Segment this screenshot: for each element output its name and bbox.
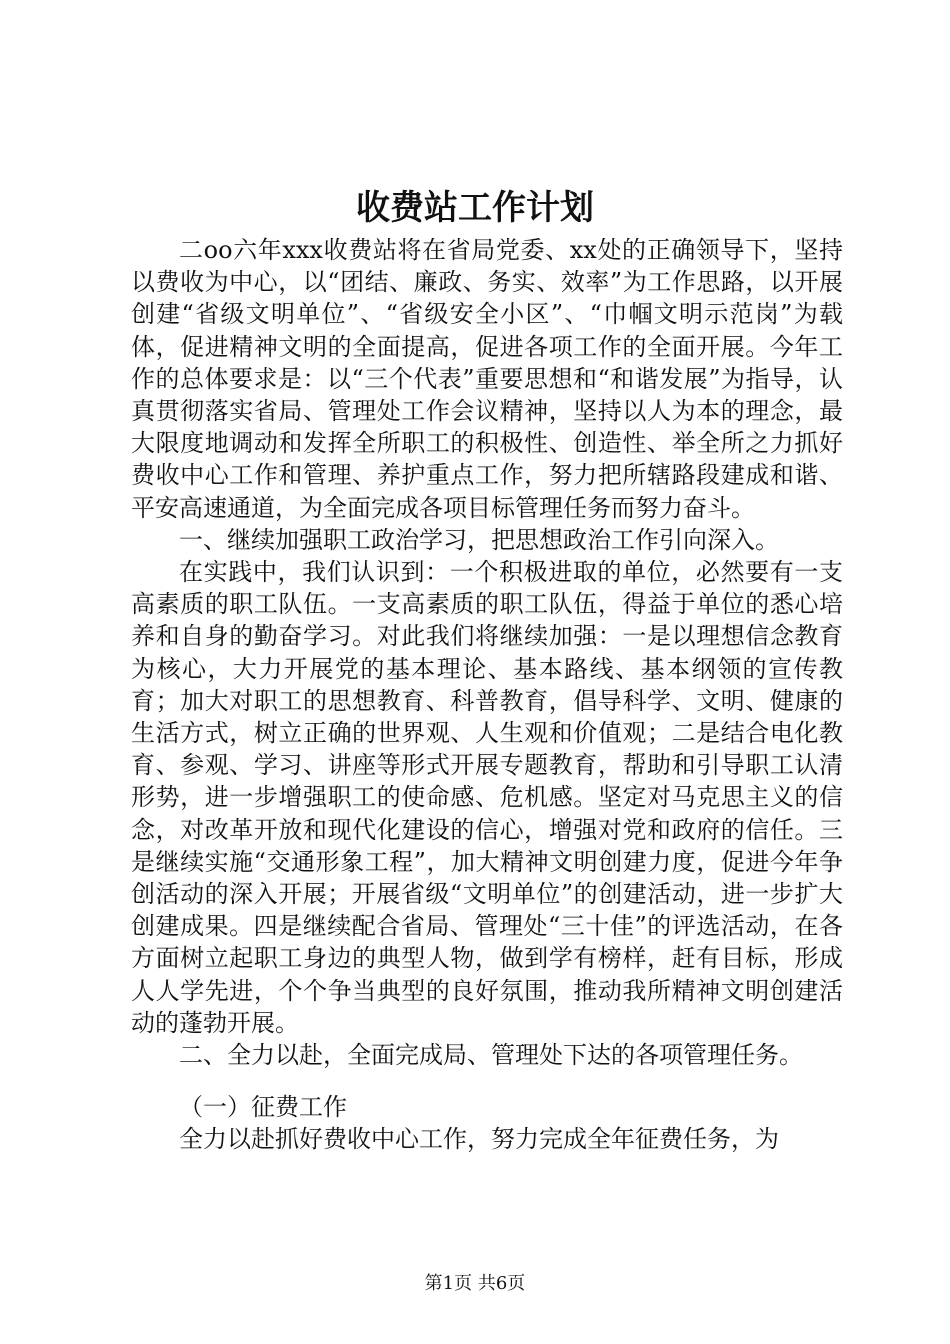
intro-paragraph: 二oo六年xxx收费站将在省局党委、xx处的正确领导下，坚持以费收为中心，以“团结、廉政、务实、效率”为工作思路，以开展创建“省级文明单位”、“省级安全小区”、“巾帼文明示范岗”为载体，促进精神文明的全面提高，促进各项工作的全面开展。今年工作的总体要求是：以“三个代表”重要思想和“和谐发展”为指导，认真贯彻落实省局、管理处工作会议精神，坚持以人为本的理念，最大限度地调动和发挥全所职工的积极性、创造性、举全所之力抓好费收中心工作和管理、养护重点工作，努力把所辖路段建成和谐、平安高速通道，为全面完成各项目标管理任务而努力奋斗。 — [131, 236, 843, 522]
section-heading-1: 一、继续加强职工政治学习，把思想政治工作引向深入。 — [179, 525, 779, 554]
section-heading-2: 二、全力以赴，全面完成局、管理处下达的各项管理任务。 — [179, 1041, 803, 1070]
page-title: 收费站工作计划 — [356, 188, 594, 228]
sub-heading-fee-collection: （一）征费工作 — [179, 1093, 347, 1122]
section-1-paragraph: 在实践中，我们认识到：一个积极进取的单位，必然要有一支高素质的职工队伍。一支高素质的职工队伍，得益于单位的悉心培养和自身的勤奋学习。对此我们将继续加强：一是以理想信念教育为核心，大力开展党的基本理论、基本路线、基本纲领的宣传教育；加大对职工的思想教育、科普教育，倡导科学、文明、健康的生活方式，树立正确的世界观、人生观和价值观；二是结合电化教育、参观、学习、讲座等形式开展专题教育，帮助和引导职工认清形势，进一步增强职工的使命感、危机感。坚定对马克思主义的信念，对改革开放和现代化建设的信心，增强对党和政府的信任。三是继续实施“交通形象工程”，加大精神文明创建力度，促进今年争创活动的深入开展；开展省级“文明单位”的创建活动，进一步扩大创建成果。四是继续配合省局、管理处“三十佳”的评选活动，在各方面树立起职工身边的典型人物，做到学有榜样，赶有目标，形成人人学先进，个个争当典型的良好氛围，推动我所精神文明创建活动的蓬勃开展。 — [131, 558, 843, 1037]
page-footer: 第1页 共6页 — [424, 1273, 526, 1294]
fee-collection-paragraph: 全力以赴抓好费收中心工作，努力完成全年征费任务，为 — [179, 1125, 779, 1154]
document-body — [131, 234, 843, 1156]
